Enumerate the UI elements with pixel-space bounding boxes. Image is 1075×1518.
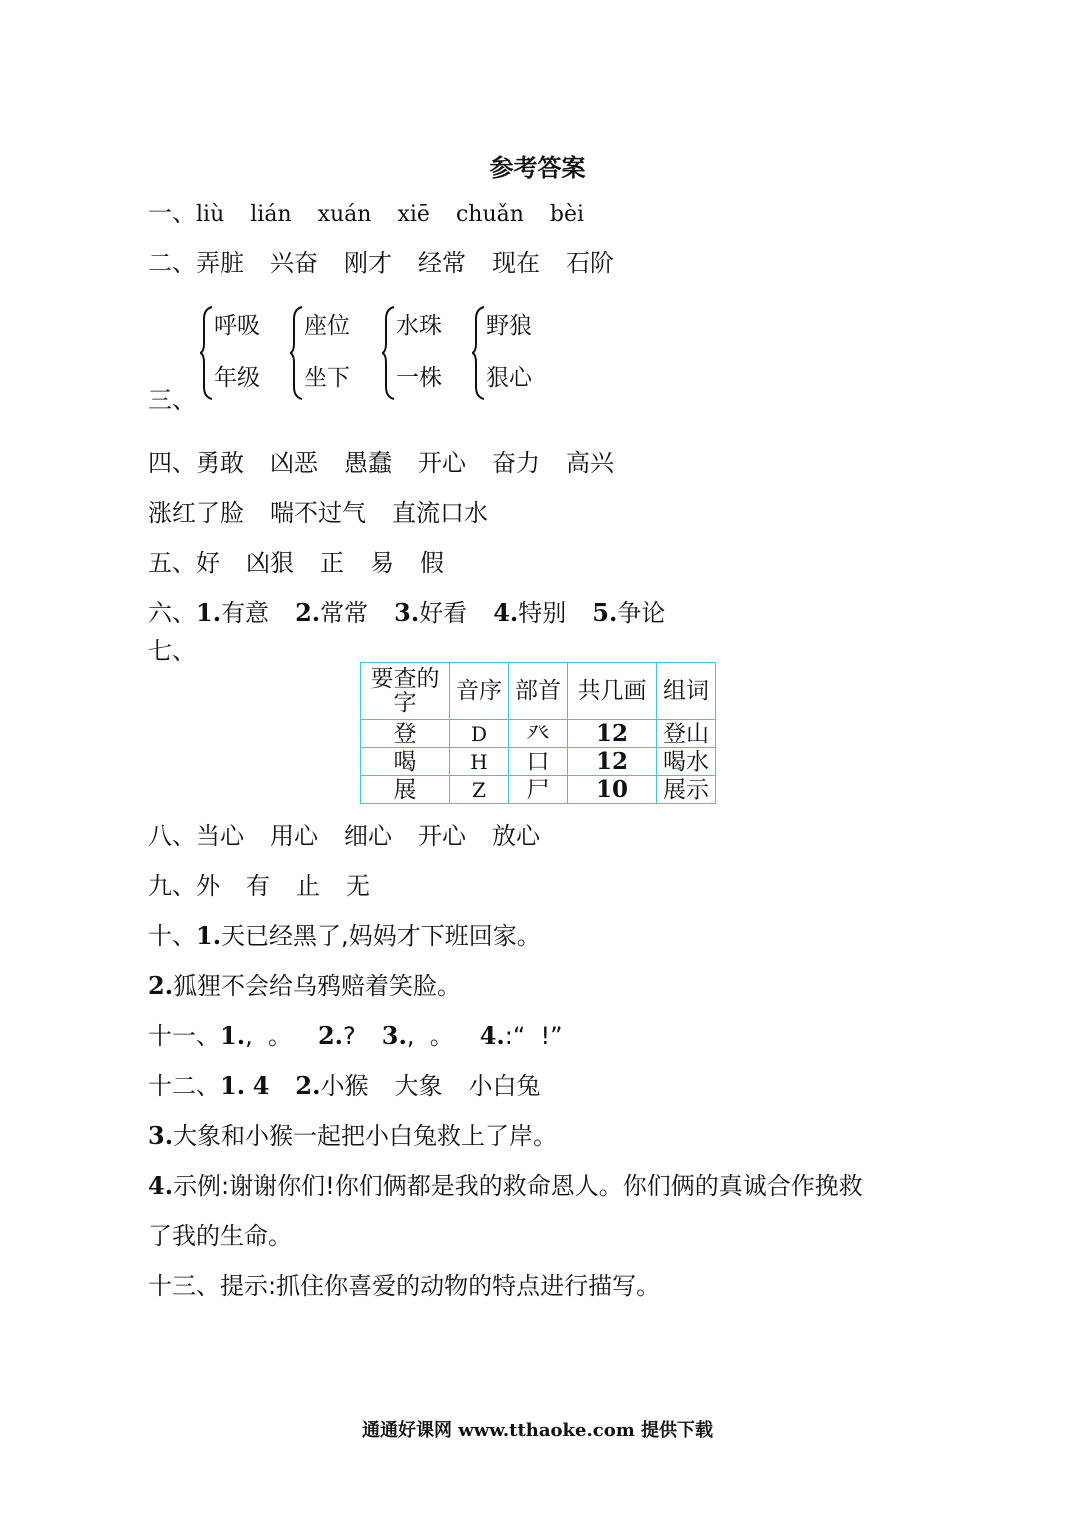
table-cell: 癶 [509,720,568,748]
answer-word: 凶恶 [270,449,318,477]
answer-word: 有意 [221,599,270,627]
item-number: 1. [220,1071,246,1100]
item-number: 2. [148,971,174,1000]
answer-word: 石阶 [566,249,614,277]
section-1 [148,198,610,230]
answer-word: 当心 [196,822,244,850]
answer-sentence: 大象和小猴一起把小白兔救上了岸。 [173,1122,558,1150]
answer-word: 喘不过气 [270,499,366,527]
table-cell: H [450,748,509,776]
table-cell: 登 [361,720,450,748]
section-5-label: 五、 [148,549,196,577]
item-number: 4. [493,598,519,627]
section-12-label: 十二、 [148,1072,220,1100]
table-cell: 登山 [657,720,716,748]
pinyin-item: lián [250,202,292,227]
table-cell: Z [450,776,509,804]
section-2 [148,248,640,278]
table-cell: 尸 [509,776,568,804]
table-header: 组词 [657,663,716,720]
section-8 [148,821,566,851]
dictionary-table [360,662,716,804]
answer-number: 4 [252,1071,270,1100]
section-9 [148,871,396,901]
section-10-line-2 [148,971,461,1001]
brace-word: 坐下 [304,365,350,391]
item-number: 3. [381,1021,407,1050]
pinyin-item: liù [196,202,225,227]
answer-word: 特别 [518,599,567,627]
answer-word: 现在 [492,249,540,277]
answer-word: 高兴 [566,449,614,477]
answer-word: 用心 [270,822,318,850]
item-number: 2. [295,598,321,627]
table-cell: D [450,720,509,748]
table-cell: 喝 [361,748,450,776]
answer-word: 弄脏 [196,249,244,277]
table-cell: 10 [568,776,657,804]
section-2-label: 二、 [148,249,196,277]
page-title: 参考答案 [489,153,586,182]
answer-word: 小猴 [320,1072,369,1100]
section-12 [148,1071,566,1101]
answer-word: 易 [370,549,394,577]
answer-word: 奋力 [492,449,540,477]
pinyin-item: chuǎn [455,202,524,227]
item-number: 4. [148,1171,174,1200]
item-number: 1. [196,598,222,627]
brace-icon [382,305,396,401]
answer-word: 止 [296,872,320,900]
section-12-line-2 [148,1121,557,1151]
answer-sentence: 示例:谢谢你们!你们俩都是我的救命恩人。你们俩的真诚合作挽救 [173,1172,863,1200]
item-number: 1. [220,1021,246,1050]
table-cell: 12 [568,720,657,748]
answer-word: 放心 [492,822,540,850]
section-13 [148,1271,660,1301]
answer-word: 正 [320,549,344,577]
table-cell: 12 [568,748,657,776]
answer-word: 小白兔 [468,1072,541,1100]
section-11 [148,1021,589,1051]
brace-word: 年级 [214,365,260,391]
table-header: 部首 [509,663,568,720]
section-12-line-4 [148,1221,292,1251]
section-13-label: 十三、 [148,1272,220,1300]
answer-word: 有 [246,872,270,900]
pinyin-item: xiē [397,202,430,227]
answer-word: 细心 [344,822,392,850]
section-7-label: 七、 [148,637,196,665]
answer-sentence: 提示:抓住你喜爱的动物的特点进行描写。 [220,1272,661,1300]
item-number: 3. [148,1121,174,1150]
section-5 [148,548,470,578]
brace-word: 座位 [304,313,350,339]
brace-icon [200,305,214,401]
section-4-label: 四、 [148,449,196,477]
brace-word: 呼吸 [214,313,260,339]
table-row [361,776,716,804]
brace-word: 野狼 [486,313,532,339]
section-10-label: 十、 [148,922,196,950]
answer-word: 愚蠢 [344,449,392,477]
brace-word: 狠心 [486,365,532,391]
item-number: 2. [317,1021,344,1050]
answer-word: 兴奋 [270,249,318,277]
answer-word: 外 [196,872,220,900]
section-9-label: 九、 [148,872,196,900]
section-6-label: 六、 [148,599,196,627]
section-12-line-3 [148,1171,863,1201]
answer-word: 开心 [418,822,466,850]
section-3-label: 三、 [148,386,196,414]
answer-word: 刚才 [344,249,392,277]
footer-credit: 通通好课网 www.tthaoke.com 提供下载 [361,1420,714,1441]
answer-word: 假 [420,549,444,577]
answer-sentence: 狐狸不会给乌鸦赔着笑脸。 [173,972,462,1000]
table-header: 共几画 [568,663,657,720]
answer-word: 涨红了脸 [148,499,244,527]
answer-word: 直流口水 [392,499,488,527]
punctuation-answer: , 。 [245,1022,292,1050]
brace-icon [472,305,486,401]
table-header: 要查的字 [361,663,450,720]
answer-word: 好看 [419,599,468,627]
section-1-label: 一、 [148,199,196,227]
answer-word: 开心 [418,449,466,477]
answer-word: 勇敢 [196,449,244,477]
item-number: 2. [295,1071,321,1100]
answer-sentence: 了我的生命。 [148,1222,292,1250]
answer-word: 大象 [394,1072,443,1100]
brace-word: 水珠 [396,313,442,339]
brace-word: 一株 [396,365,442,391]
answer-sentence: 天已经黑了,妈妈才下班回家。 [221,922,541,950]
table-row [361,748,716,776]
section-11-label: 十一、 [148,1022,220,1050]
item-number: 4. [479,1021,505,1050]
answer-word: 经常 [418,249,466,277]
section-4-line-2 [148,498,514,528]
table-header-row [361,663,716,720]
table-cell: 喝水 [657,748,716,776]
table-cell: 展示 [657,776,716,804]
table-row [361,720,716,748]
section-8-label: 八、 [148,822,196,850]
answer-word: 无 [346,872,370,900]
answer-word: 凶狠 [246,549,294,577]
table-header: 音序 [450,663,509,720]
punctuation-answer: , 。 [406,1022,454,1050]
item-number: 3. [394,598,420,627]
answer-word: 争论 [617,599,666,627]
pinyin-item: bèi [549,202,585,227]
pinyin-item: xuán [317,202,372,227]
item-number: 5. [592,598,618,627]
table-cell: 口 [509,748,568,776]
table-cell: 展 [361,776,450,804]
punctuation-answer: ? [343,1022,356,1050]
punctuation-answer: :“ !” [504,1022,563,1050]
answer-word: 好 [196,549,220,577]
section-10 [148,921,541,951]
answer-word: 常常 [320,599,369,627]
section-4 [148,448,640,478]
section-6 [148,598,691,628]
item-number: 1. [196,921,222,950]
brace-icon [290,305,304,401]
